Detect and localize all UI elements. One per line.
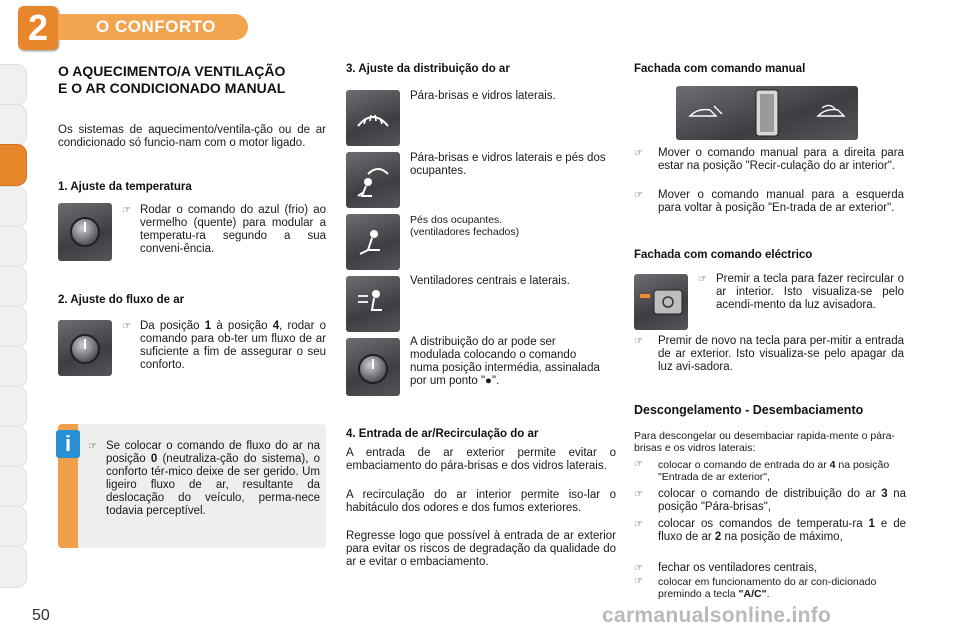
section-title: O AQUECIMENTO/A VENTILAÇÃO E O AR CONDICIONADO MANUAL xyxy=(58,63,286,96)
distribution-option-1: Pára-brisas e vidros laterais. xyxy=(410,90,556,102)
distribution-option-2: Pára-brisas e vidros laterais e pés dos ocupantes. xyxy=(410,152,606,177)
knob-icon xyxy=(70,334,100,364)
manual-bullet-2: ☞ Mover o comando manual para a esquerda para voltar à posição "En-trada de ar exterior". xyxy=(634,189,904,214)
defrost-intro: Para descongelar ou desembaciar rapida-mente o pára-brisas e os vidros laterais: xyxy=(634,430,895,454)
recirculation-button-image xyxy=(634,274,688,330)
distribution-option-5: A distribuição do ar pode ser modulada colocando o comando numa posição intermédia, assinalada por um ponto "●". xyxy=(410,336,600,387)
pointing-hand-icon: ☞ xyxy=(634,459,643,470)
chapter-tab-active[interactable] xyxy=(0,144,27,186)
pointing-hand-icon: ☞ xyxy=(634,148,643,159)
manual-slider-image xyxy=(676,86,858,140)
defrost-step-2: ☞ colocar o comando de distribuição do ar 3 na posição "Pára-brisas", xyxy=(634,488,906,513)
pointing-hand-icon: ☞ xyxy=(634,336,643,347)
pointing-hand-icon: ☞ xyxy=(634,489,643,500)
temperature-text: ☞ Rodar o comando do azul (frio) ao vermelho (quente) para modular a temperatu-ra segundo a sua conveni-ência. xyxy=(122,204,326,255)
manual-bullet-1: ☞ Mover o comando manual para a direita para estar na posição "Recir-culação do ar interior". xyxy=(634,147,904,172)
chapter-badge: 2 xyxy=(18,6,58,50)
chapter-tab-11[interactable] xyxy=(0,506,27,548)
knob-icon xyxy=(358,354,388,384)
defrost-step-4: ☞ fechar os ventiladores centrais, xyxy=(634,562,818,574)
distribution-heading: 3. Ajuste da distribuição do ar xyxy=(346,63,510,75)
chapter-tab-2[interactable] xyxy=(0,104,27,146)
intro-text: Os sistemas de aquecimento/ventila-ção ou de ar condicionado só funcio-nam com o motor ligado. xyxy=(58,124,326,149)
face-vent-icon xyxy=(346,276,400,332)
chapter-tab-5[interactable] xyxy=(0,266,27,308)
recirculation-p3: Regresse logo que possível à entrada de ar exterior para evitar os riscos de degradação da qualidade do ar e evitar o embaciamento. xyxy=(346,530,616,568)
defrost-step-3: ☞ colocar os comandos de temperatu-ra 1 e de fluxo de ar 2 na posição de máximo, xyxy=(634,518,906,543)
chapter-tab-12[interactable] xyxy=(0,546,27,588)
recirculation-p2: A recirculação do ar interior permite iso-lar o habitáculo dos odores e dos fumos exteriores. xyxy=(346,489,616,514)
pointing-hand-icon: ☞ xyxy=(634,190,643,201)
pointing-hand-icon: ☞ xyxy=(122,205,131,216)
distribution-option-3: Pés dos ocupantes. (ventiladores fechados) xyxy=(410,214,520,238)
temperature-knob-image xyxy=(58,203,112,261)
pointing-hand-icon: ☞ xyxy=(88,441,97,452)
airflow-knob-image xyxy=(58,320,112,376)
defrost-heading: Descongelamento - Desembaciamento xyxy=(634,403,864,417)
airflow-heading: 2. Ajuste do fluxo de ar xyxy=(58,294,185,306)
chapter-tab-10[interactable] xyxy=(0,466,27,508)
recirculation-p1: A entrada de ar exterior permite evitar o embaciamento do pára-brisas e dos vidros laterais. xyxy=(346,447,616,472)
page-number: 50 xyxy=(32,607,50,624)
pointing-hand-icon: ☞ xyxy=(634,563,643,574)
pointing-hand-icon: ☞ xyxy=(122,321,131,332)
face-vent-icon-image xyxy=(346,276,400,332)
feet-vent-icon xyxy=(346,214,400,270)
info-text: ☞ Se colocar o comando de fluxo do ar na posição 0 (neutraliza-ção do sistema), o conforto tér-mico deixe de ser gerido. Um ligeiro fluxo de ar, resultante da deslocação do veículo, perma-nece todavia perceptível. xyxy=(88,440,320,517)
airflow-text: ☞ Da posição 1 à posição 4, rodar o comando para ob-ter um fluxo de ar suficiente a fim de assegurar o seu conforto. xyxy=(122,320,326,371)
chapter-tab-6[interactable] xyxy=(0,306,27,348)
defrost-step-1: ☞ colocar o comando de entrada do ar 4 na posição "Entrada de ar exterior", xyxy=(634,459,890,483)
chapter-tab-4[interactable] xyxy=(0,226,27,268)
windscreen-feet-icon xyxy=(346,152,400,208)
recirculation-slider-icon xyxy=(676,86,858,140)
distribution-option-4: Ventiladores centrais e laterais. xyxy=(410,275,570,287)
electric-bullet-1: ☞ Premir a tecla para fazer recircular o ar interior. Isto visualiza-se pelo acendi-mento da luz avisadora. xyxy=(698,273,904,311)
recirculation-button-icon xyxy=(634,274,688,330)
distribution-knob-image xyxy=(346,338,400,396)
chapter-tab-8[interactable] xyxy=(0,386,27,428)
info-icon: i xyxy=(56,430,80,458)
chapter-tab-9[interactable] xyxy=(0,426,27,468)
watermark: carmanualsonline.info xyxy=(602,604,832,627)
pointing-hand-icon: ☞ xyxy=(634,576,643,587)
recirculation-heading: 4. Entrada de ar/Recirculação do ar xyxy=(346,428,539,440)
chapter-tab-3[interactable] xyxy=(0,186,27,228)
feet-icon-image xyxy=(346,214,400,270)
knob-icon xyxy=(70,217,100,247)
windscreen-feet-icon-image xyxy=(346,152,400,208)
defrost-step-5: ☞ colocar em funcionamento do ar con-dicionado premindo a tecla "A/C". xyxy=(634,576,877,600)
windscreen-defrost-icon xyxy=(346,90,400,146)
page-title: O CONFORTO xyxy=(96,17,216,36)
electric-bullet-2: ☞ Premir de novo na tecla para per-mitir a entrada de ar exterior. Isto visualiza-se pelo apagar da luz avi-sadora. xyxy=(634,335,904,373)
pointing-hand-icon: ☞ xyxy=(698,274,707,285)
windscreen-icon-image xyxy=(346,90,400,146)
chapter-tab-1[interactable] xyxy=(0,64,27,106)
temperature-heading: 1. Ajuste da temperatura xyxy=(58,181,192,193)
manual-control-heading: Fachada com comando manual xyxy=(634,63,806,75)
pointing-hand-icon: ☞ xyxy=(634,519,643,530)
chapter-tab-7[interactable] xyxy=(0,346,27,388)
electric-control-heading: Fachada com comando eléctrico xyxy=(634,249,813,261)
